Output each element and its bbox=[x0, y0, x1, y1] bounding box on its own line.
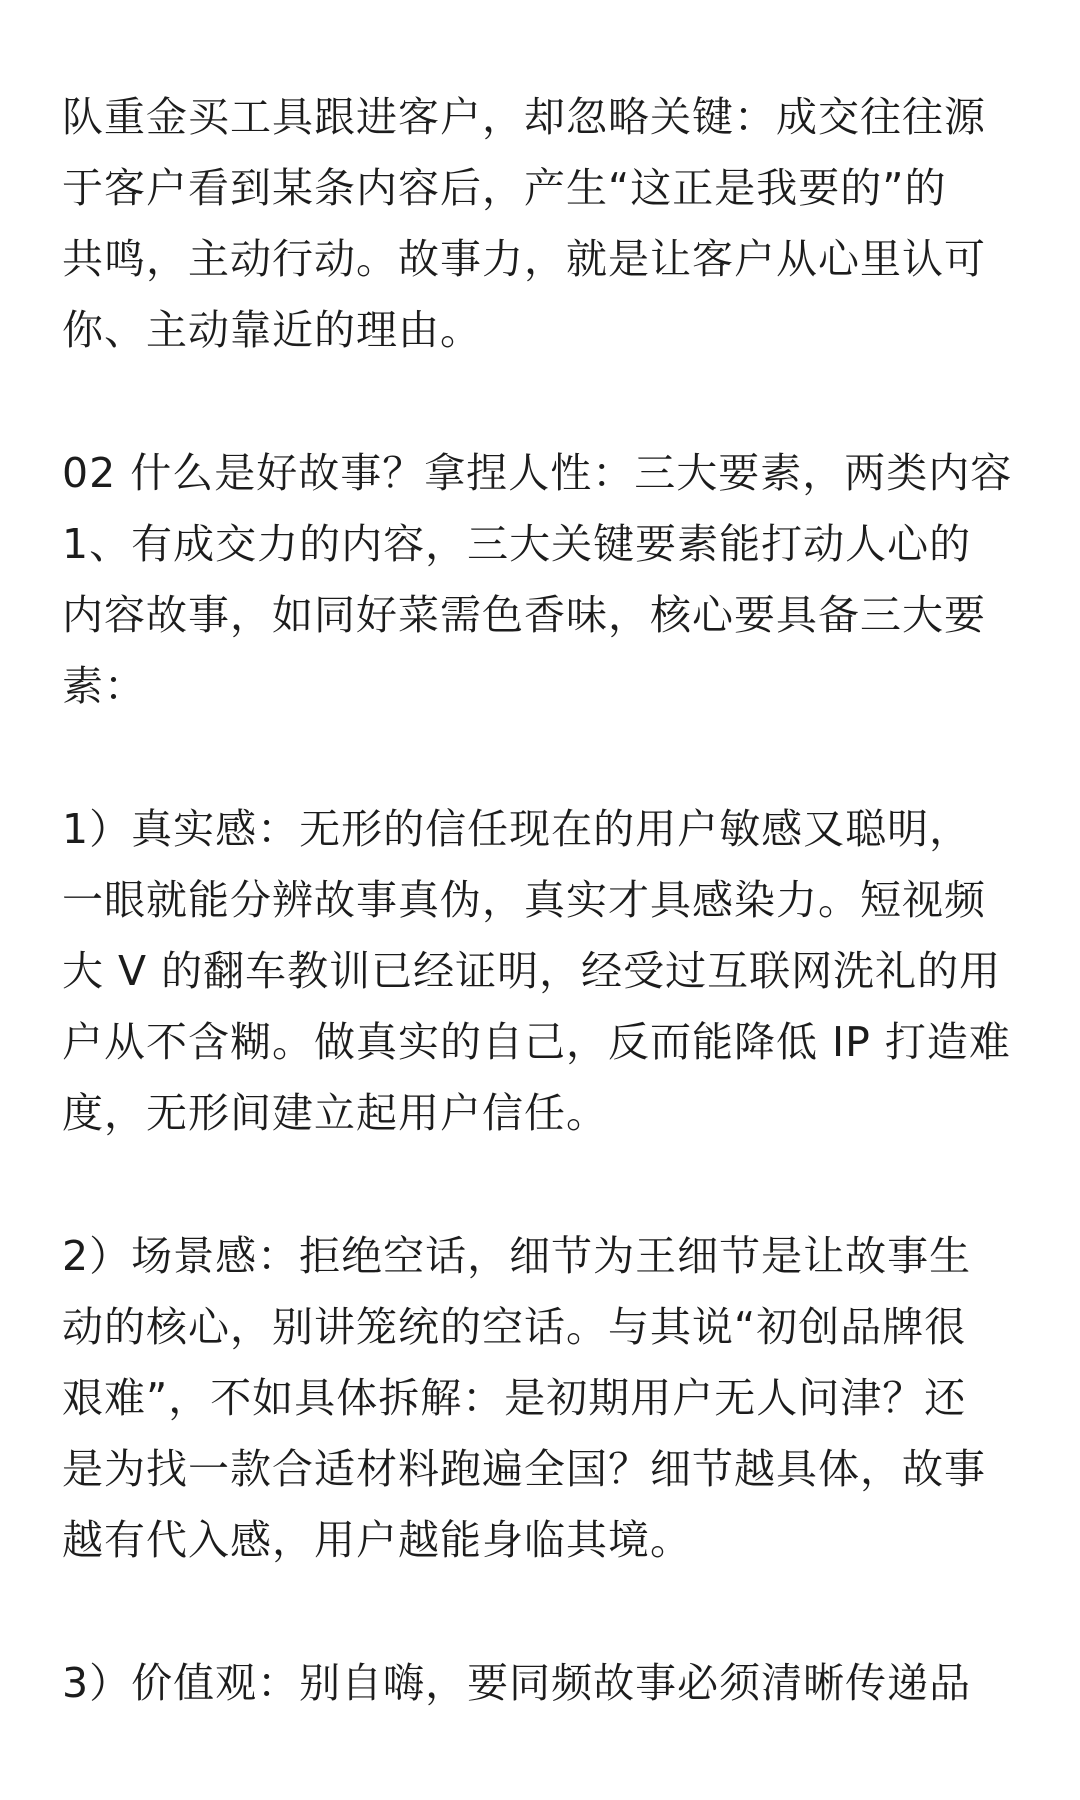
paragraph-authenticity bbox=[62, 794, 1018, 1149]
text-line: 于客户看到某条内容后，产生“这正是我要的”的 bbox=[62, 164, 947, 212]
text-line: 户从不含糊。做真实的自己，反而能降低 IP 打造难 bbox=[62, 1018, 1011, 1066]
text-line: 是为找一款合适材料跑遍全国？细节越具体，故事 bbox=[62, 1445, 986, 1493]
text-line: 艰难”，不如具体拆解：是初期用户无人问津？还 bbox=[62, 1374, 967, 1422]
text-line: 素： bbox=[62, 662, 146, 710]
paragraph-intro bbox=[62, 82, 1018, 366]
text-line: 一眼就能分辨故事真伪，真实才具感染力。短视频 bbox=[62, 876, 986, 924]
text-line: 越有代入感，用户越能身临其境。 bbox=[62, 1516, 692, 1564]
paragraph-values bbox=[62, 1648, 1018, 1719]
text-line: 你、主动靠近的理由。 bbox=[62, 306, 482, 354]
section-heading-line: 02 什么是好故事？拿捏人性：三大要素，两类内容 bbox=[62, 449, 1013, 497]
text-line: 3）价值观：别自嗨，要同频故事必须清晰传递品 bbox=[62, 1659, 972, 1707]
text-line: 1）真实感：无形的信任现在的用户敏感又聪明， bbox=[62, 805, 972, 853]
text-line: 2）场景感：拒绝空话，细节为王细节是让故事生 bbox=[62, 1232, 972, 1280]
text-line: 队重金买工具跟进客户，却忽略关键：成交往往源 bbox=[62, 93, 986, 141]
text-line: 度，无形间建立起用户信任。 bbox=[62, 1089, 608, 1137]
text-line: 内容故事，如同好菜需色香味，核心要具备三大要 bbox=[62, 591, 986, 639]
text-line: 共鸣，主动行动。故事力，就是让客户从心里认可 bbox=[62, 235, 986, 283]
text-line: 1、有成交力的内容，三大关键要素能打动人心的 bbox=[62, 520, 972, 568]
text-line: 大 V 的翻车教训已经证明，经受过互联网洗礼的用 bbox=[62, 947, 1002, 995]
text-line: 动的核心，别讲笼统的空话。与其说“初创品牌很 bbox=[62, 1303, 967, 1351]
paragraph-scene bbox=[62, 1221, 1018, 1576]
paragraph-section-02 bbox=[62, 438, 1018, 722]
